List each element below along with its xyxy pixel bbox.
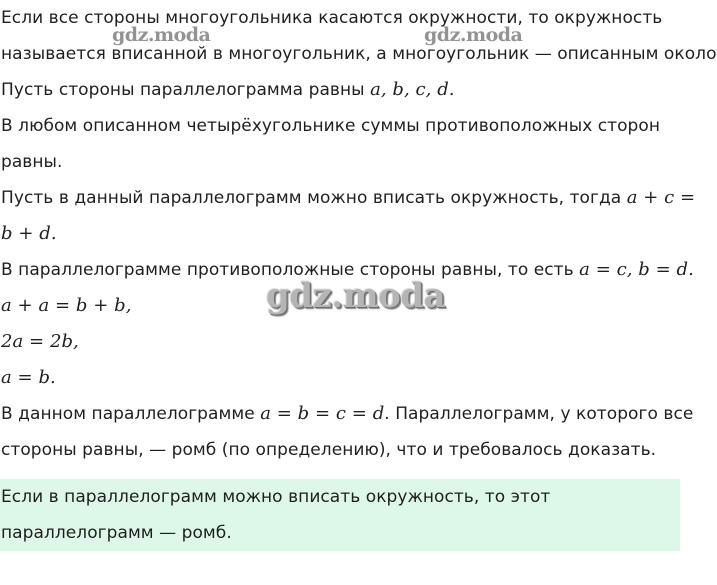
text-line [0, 180, 696, 216]
text-span: Пусть стороны параллелограмма равны [1, 80, 371, 100]
math-line [0, 360, 680, 396]
text-line [0, 396, 694, 432]
text-span: . Параллелограмм, у которого все [384, 404, 694, 424]
math-expression: a, b, c, d. [370, 79, 455, 100]
text-span: Пусть в данный параллелограмм можно вписать окружность, тогда [1, 188, 627, 208]
math-expression: b + d. [1, 223, 57, 244]
math-line [0, 324, 680, 360]
conclusion-line: параллелограмм — ромб. [1, 523, 232, 543]
watermark-small: gdz.moda [112, 24, 211, 46]
text-span: В данном параллелограмме [1, 404, 261, 424]
conclusion-box [0, 479, 680, 551]
math-expression: a = b. [1, 367, 56, 388]
text-line: Если все стороны многоугольника касаются окружности, то окружность [1, 8, 663, 28]
text-line: В любом описанном четырёхугольнике суммы противоположных сторон [1, 116, 661, 136]
watermark-big: gdz.moda [266, 276, 446, 316]
conclusion-line: Если в параллелограмм можно вписать окружность, то этот [1, 487, 551, 507]
math-expression: a = b = c = d [260, 403, 385, 424]
math-expression: a + a = b + b, [1, 295, 132, 316]
watermark-small: gdz.moda [424, 24, 523, 46]
math-expression: 2a = 2b, [1, 331, 79, 352]
math-line [0, 216, 680, 252]
math-expression: a = c, b = d. [579, 259, 694, 280]
text-line: стороны равны, — ромб (по определению), что и требовалось доказать. [1, 440, 657, 460]
text-span: В параллелограмме противоположные стороны равны, то есть [1, 260, 580, 280]
math-expression: a + c = [626, 187, 696, 208]
text-line [0, 72, 680, 108]
text-line: равны. [1, 152, 63, 172]
text-line: называется вписанной в многоугольник, а многоугольник — описанным около [1, 44, 717, 64]
